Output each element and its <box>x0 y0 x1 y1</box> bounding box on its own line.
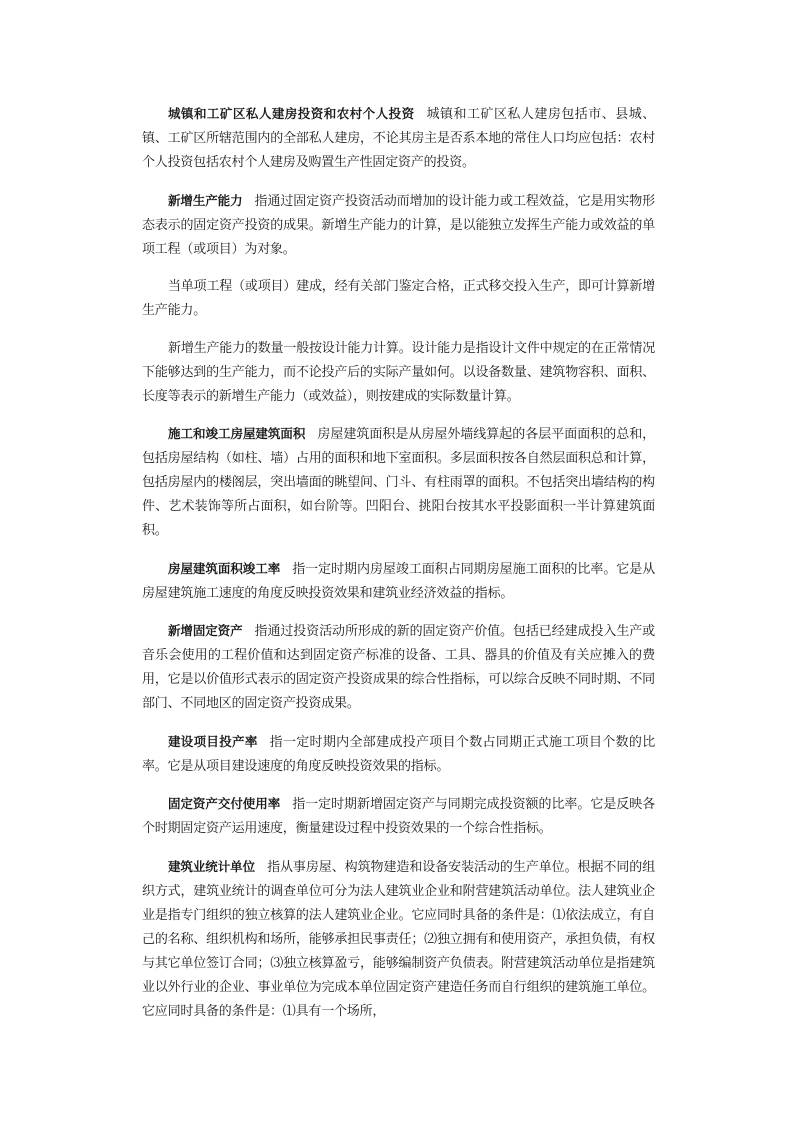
paragraph-text: 指从事房屋、构筑物建造和设备安装活动的生产单位。根据不同的组织方式，建筑业统计的调查单位可分为法人建筑业企业和附营建筑活动单位。法人建筑业企业是指专门组织的独立核算的法人建筑业企业。它应同时具备的条件是：⑴依法成立，有自己的名称、组织机构和场所，能够承担民事责任；⑵独立拥有和使用资产，承担负债，有权与其它单位签订合同；⑶独立核算盈亏，能够编制资产负债表。附营建筑活动单位是指建筑业以外行业的企业、事业单位为完成本单位固定资产建造任务而自行组织的建筑施工单位。它应同时具备的条件是：⑴具有一个场所， <box>142 859 655 1019</box>
paragraph-floor-area <box>142 422 655 543</box>
paragraph-private-housing <box>142 102 655 175</box>
paragraph-text: 新增生产能力的数量一般按设计能力计算。设计能力是指设计文件中规定的在正常情况下能够达到的生产能力，而不论投产后的实际产量如何。以设备数量、建筑物容积、面积、长度等表示的新增生产能力（或效益），则按建成的实际数量计算。 <box>142 340 655 404</box>
paragraph-text: 指通过投资活动所形成的新的固定资产价值。包括已经建成投入生产或音乐会使用的工程价值和达到固定资产标准的设备、工具、器具的价值及有关应摊入的费用，它是以价值形式表示的固定资产投资成果的综合性指标，可以综合反映不同时期、不同部门、不同地区的固定资产投资成果。 <box>142 624 655 711</box>
paragraph-statistical-unit <box>142 855 655 1024</box>
paragraph-capacity-completion <box>142 275 655 323</box>
paragraph-new-fixed-assets <box>142 619 655 716</box>
paragraph-text: 房屋建筑面积是从房屋外墙线算起的各层平面面积的总和，包括房屋结构（如柱、墙）占用的面积和地下室面积。多层面积按各自然层面积总和计算，包括房屋内的楼阁层，突出墙面的眺望间、门斗、有柱雨罩的面积。不包括突出墙结构的构件、艺术装饰等所占面积，如台阶等。凹阳台、挑阳台按其水平投影面积一半计算建筑面积。 <box>142 427 655 538</box>
paragraph-delivery-rate <box>142 792 655 841</box>
document-body <box>142 102 655 1037</box>
term-heading: 城镇和工矿区私人建房投资和农村个人投资 <box>168 106 415 121</box>
paragraph-text: 指通过固定资产投资活动而增加的设计能力或工程效益，它是用实物形态表示的固定资产投资的成果。新增生产能力的计算，是以能独立发挥生产能力或效益的单项工程（或项目）为对象。 <box>142 193 655 257</box>
paragraph-capacity-quantity <box>142 337 655 409</box>
term-heading: 建筑业统计单位 <box>168 858 256 874</box>
paragraph-text: 指一定时期内全部建成投产项目个数占同期正式施工项目个数的比率。它是从项目建设速度的角度反映投资效果的指标。 <box>142 734 655 774</box>
paragraph-text: 指一定时期新增固定资产与同期完成投资额的比率。它是反映各个时期固定资产运用速度，衡量建设过程中投资效果的一个综合性指标。 <box>142 797 656 836</box>
paragraph-new-capacity <box>142 189 655 262</box>
term-heading: 房屋建筑面积竣工率 <box>168 560 281 576</box>
paragraph-text: 当单项工程（或项目）建成，经有关部门鉴定合格，正式移交投入生产，即可计算新增生产能力。 <box>142 279 655 318</box>
term-heading: 新增生产能力 <box>168 192 243 208</box>
term-heading: 施工和竣工房屋建筑面积 <box>168 426 306 441</box>
paragraph-completion-rate <box>142 557 655 606</box>
term-heading: 建设项目投产率 <box>168 733 258 749</box>
term-heading: 新增固定资产 <box>168 623 243 638</box>
paragraph-project-rate <box>142 730 655 779</box>
paragraph-text: 指一定时期内房屋竣工面积占同期房屋施工面积的比率。它是从房屋建筑施工速度的角度反映投资效果和建筑业经济效益的指标。 <box>142 561 656 601</box>
paragraph-text: 城镇和工矿区私人建房包括市、县城、镇、工矿区所辖范围内的全部私人建房，不论其房主是否系本地的常住人口均应包括：农村个人投资包括农村个人建房及购置生产性固定资产的投资。 <box>142 107 655 170</box>
term-heading: 固定资产交付使用率 <box>168 796 281 811</box>
